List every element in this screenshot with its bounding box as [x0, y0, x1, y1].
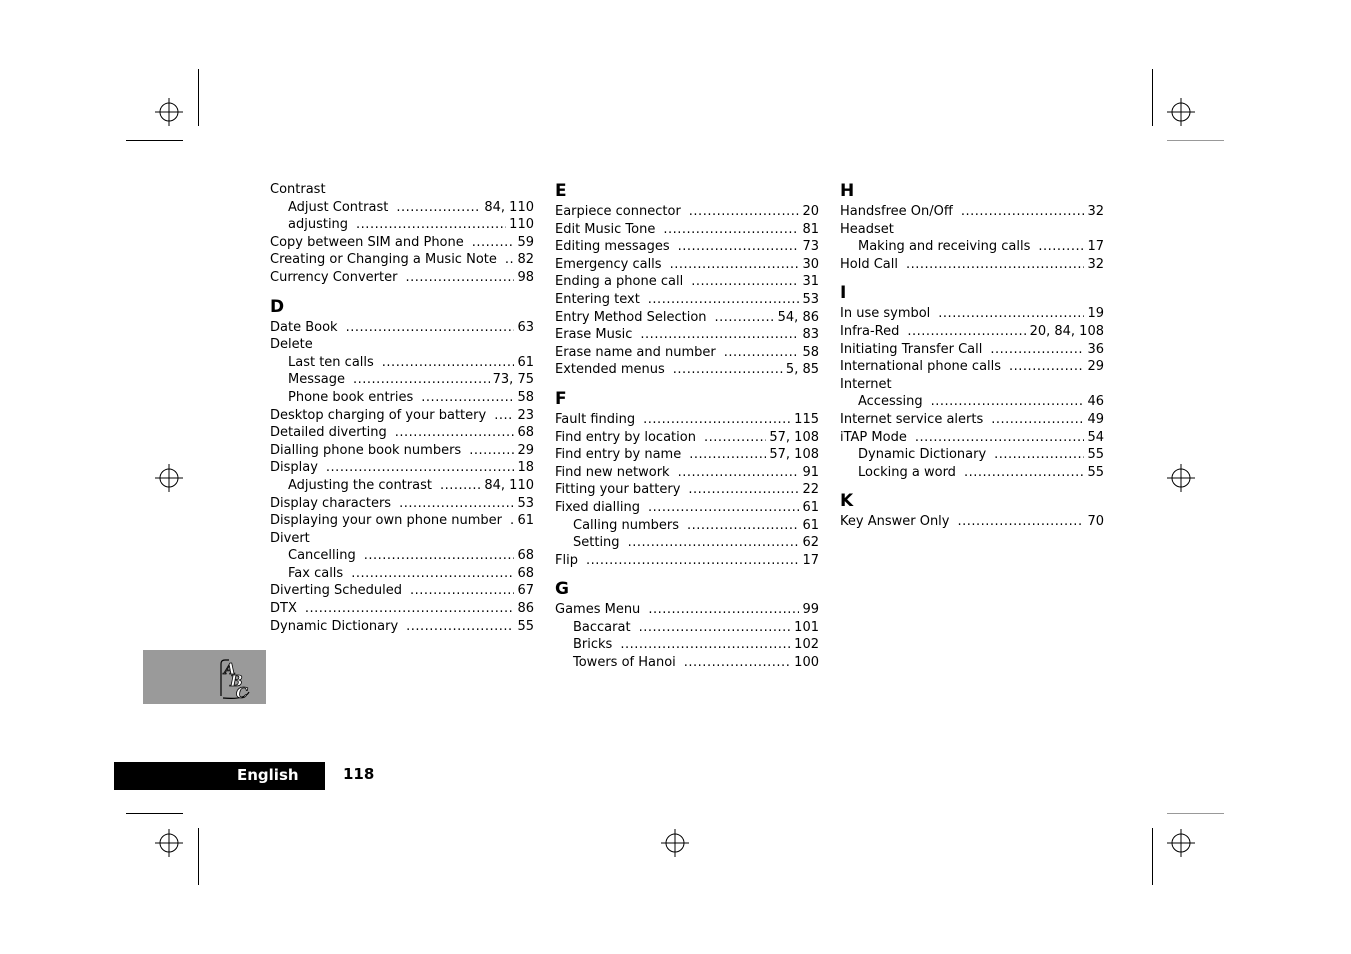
entry-text: Entry Method Selection [555, 309, 707, 325]
entry-page-numbers: 68 [517, 425, 534, 441]
entry-text: Extended menus [555, 362, 665, 378]
entry-page-numbers: 57, 108 [769, 429, 819, 445]
entry-page-numbers: 53 [517, 495, 534, 511]
leader-dots [990, 341, 1084, 359]
entry-page-numbers: 59 [517, 234, 534, 250]
leader-dots [628, 534, 800, 552]
leader-dots [586, 552, 800, 570]
leader-dots [510, 512, 514, 530]
leader-dots [1009, 358, 1084, 376]
leader-dots [704, 429, 766, 447]
entry-page-numbers: 98 [517, 269, 534, 285]
index-subentry [270, 565, 534, 583]
entry-page-numbers: 55 [1087, 447, 1104, 463]
entry-text: DTX [270, 601, 297, 617]
index-entry [840, 358, 1104, 376]
leader-dots [678, 238, 800, 256]
index-entry [840, 221, 1104, 239]
entry-text: Find entry by name [555, 447, 682, 463]
leader-dots [670, 256, 800, 274]
entry-page-numbers: 36 [1087, 341, 1104, 357]
registration-mark-icon [155, 829, 183, 857]
crop-line [126, 140, 183, 141]
entry-page-numbers: 18 [517, 460, 534, 476]
entry-text: Edit Music Tone [555, 221, 656, 237]
leader-dots [382, 354, 515, 372]
index-subentry [840, 393, 1104, 411]
index-column-2 [555, 181, 819, 672]
entry-text: Setting [573, 535, 620, 551]
entry-text: Editing messages [555, 239, 670, 255]
entry-page-numbers: 67 [517, 583, 534, 599]
crop-line [1167, 813, 1224, 814]
abc-index-icon [215, 656, 255, 700]
index-entry [270, 407, 534, 425]
index-letter-heading: D [270, 296, 285, 317]
language-bar [114, 762, 325, 790]
index-entry [840, 256, 1104, 274]
index-entry [555, 429, 819, 447]
entry-text: Internet service alerts [840, 411, 984, 427]
index-letter-heading: G [555, 579, 569, 600]
entry-text: Key Answer Only [840, 514, 950, 530]
index-entry [555, 464, 819, 482]
leader-dots [938, 305, 1084, 323]
entry-page-numbers: 86 [517, 601, 534, 617]
entry-page-numbers: 70 [1087, 514, 1104, 530]
entry-text: Divert [270, 530, 310, 546]
leader-dots [505, 251, 515, 269]
index-entry [840, 411, 1104, 429]
leader-dots [469, 442, 514, 460]
leader-dots [648, 499, 799, 517]
entry-page-numbers: 84, 110 [484, 477, 534, 493]
entry-page-numbers: 84, 110 [484, 199, 534, 215]
index-entry [555, 499, 819, 517]
index-entry [555, 273, 819, 291]
index-entry [270, 181, 534, 199]
registration-mark-icon [155, 98, 183, 126]
index-entry [270, 269, 534, 287]
index-subentry [555, 619, 819, 637]
leader-dots [648, 601, 799, 619]
entry-text: Display [270, 460, 318, 476]
leader-dots [964, 464, 1085, 482]
leader-dots [421, 389, 514, 407]
leader-dots [907, 323, 1026, 341]
abc-letter: B [230, 672, 243, 690]
entry-text: Desktop charging of your battery [270, 407, 487, 423]
entry-page-numbers: 61 [802, 517, 819, 533]
entry-text: Dialling phone book numbers [270, 442, 462, 458]
entry-text: Copy between SIM and Phone [270, 234, 464, 250]
entry-text: Internet [840, 376, 892, 392]
entry-text: adjusting [288, 217, 349, 233]
entry-page-numbers: 54, 86 [777, 309, 819, 325]
index-entry [270, 495, 534, 513]
leader-dots [687, 517, 799, 535]
leader-dots [715, 309, 775, 327]
leader-dots [691, 273, 799, 291]
leader-dots [494, 407, 514, 425]
registration-mark-icon [155, 464, 183, 492]
index-entry [270, 251, 534, 269]
registration-mark-icon [661, 829, 689, 857]
entry-page-numbers: 82 [517, 252, 534, 268]
entry-page-numbers: 63 [517, 319, 534, 335]
index-entry [270, 319, 534, 337]
abc-letter: A [224, 660, 236, 678]
entry-page-numbers: 29 [1087, 359, 1104, 375]
crop-line [126, 813, 183, 814]
entry-text: In use symbol [840, 306, 931, 322]
entry-text: Phone book entries [288, 389, 414, 405]
entry-page-numbers: 23 [517, 407, 534, 423]
index-entry [555, 291, 819, 309]
entry-page-numbers: 68 [517, 548, 534, 564]
leader-dots [663, 221, 799, 239]
index-entry [840, 513, 1104, 531]
entry-page-numbers: 81 [802, 221, 819, 237]
leader-dots [305, 600, 515, 618]
index-entry [270, 512, 534, 530]
entry-text: Last ten calls [288, 354, 374, 370]
entry-text: Infra-Red [840, 323, 900, 339]
index-entry [555, 361, 819, 379]
leader-dots [356, 216, 506, 234]
index-entry [555, 326, 819, 344]
entry-text: Towers of Hanoi [573, 655, 676, 671]
index-subentry [555, 636, 819, 654]
index-subentry [270, 389, 534, 407]
crop-line [1167, 140, 1224, 141]
entry-text: Games Menu [555, 602, 641, 618]
leader-dots [688, 481, 799, 499]
index-entry [840, 305, 1104, 323]
page-number: 118 [343, 765, 375, 783]
entry-text: Currency Converter [270, 269, 398, 285]
index-subentry [555, 534, 819, 552]
registration-mark-icon [1167, 98, 1195, 126]
entry-page-numbers: 19 [1087, 306, 1104, 322]
entry-text: iTAP Mode [840, 429, 907, 445]
entry-text: Date Book [270, 319, 338, 335]
entry-page-numbers: 20 [802, 204, 819, 219]
index-entry [555, 446, 819, 464]
entry-page-numbers: 61 [517, 513, 534, 529]
leader-dots [640, 326, 799, 344]
entry-page-numbers: 30 [802, 256, 819, 272]
entry-page-numbers: 57, 108 [769, 447, 819, 463]
entry-page-numbers: 73 [802, 239, 819, 255]
leader-dots [406, 618, 514, 636]
leader-dots [648, 291, 800, 309]
entry-page-numbers: 115 [794, 411, 819, 427]
leader-dots [1038, 238, 1084, 256]
entry-page-numbers: 5, 85 [785, 362, 819, 378]
index-subentry [555, 517, 819, 535]
index-entry [555, 552, 819, 570]
entry-page-numbers: 99 [802, 602, 819, 618]
registration-mark-icon [1167, 829, 1195, 857]
index-entry [555, 601, 819, 619]
entry-text: Dynamic Dictionary [270, 618, 399, 634]
entry-text: Detailed diverting [270, 425, 387, 441]
entry-page-numbers: 61 [802, 499, 819, 515]
entry-text: Delete [270, 337, 313, 353]
entry-page-numbers: 32 [1087, 204, 1104, 219]
index-column-1 [270, 181, 534, 635]
entry-text: Contrast [270, 182, 326, 197]
leader-dots [326, 459, 515, 477]
leader-dots [351, 565, 514, 583]
index-subentry [270, 477, 534, 495]
index-entry [555, 411, 819, 429]
leader-dots [346, 319, 515, 337]
entry-text: Adjust Contrast [288, 199, 389, 215]
leader-dots [724, 344, 800, 362]
entry-text: Making and receiving calls [858, 239, 1031, 255]
entry-text: Find new network [555, 464, 670, 480]
entry-text: Flip [555, 552, 578, 568]
entry-text: Adjusting the contrast [288, 477, 432, 493]
abc-letter: C [236, 684, 248, 700]
registration-mark-icon [1167, 464, 1195, 492]
index-entry [270, 234, 534, 252]
entry-text: Handsfree On/Off [840, 204, 953, 219]
index-entry [270, 618, 534, 636]
index-letter-heading: I [840, 283, 847, 304]
crop-line [1152, 69, 1153, 126]
entry-text: Initiating Transfer Call [840, 341, 983, 357]
entry-text: Message [288, 372, 345, 388]
entry-text: Calling numbers [573, 517, 680, 533]
leader-dots [673, 361, 783, 379]
index-entry [555, 221, 819, 239]
leader-dots [396, 199, 481, 217]
index-entry [840, 376, 1104, 394]
index-entry [555, 238, 819, 256]
entry-page-numbers: 46 [1087, 394, 1104, 410]
leader-dots [958, 513, 1085, 531]
leader-dots [991, 411, 1084, 429]
index-entry [270, 424, 534, 442]
leader-dots [906, 256, 1084, 274]
entry-text: Dynamic Dictionary [858, 447, 987, 463]
leader-dots [620, 636, 791, 654]
entry-page-numbers: 110 [509, 217, 534, 233]
leader-dots [689, 203, 800, 221]
index-entry [270, 336, 534, 354]
index-letter-heading: K [840, 491, 854, 512]
crop-line [198, 69, 199, 126]
crop-line [1152, 828, 1153, 885]
index-subentry [840, 238, 1104, 256]
entry-text: Entering text [555, 291, 640, 307]
entry-page-numbers: 17 [1087, 239, 1104, 255]
leader-dots [639, 619, 792, 637]
index-entry [555, 309, 819, 327]
index-entry [270, 459, 534, 477]
entry-page-numbers: 54 [1087, 429, 1104, 445]
entry-page-numbers: 101 [794, 619, 819, 635]
entry-page-numbers: 100 [794, 655, 819, 671]
leader-dots [961, 203, 1085, 221]
entry-text: International phone calls [840, 359, 1002, 375]
entry-page-numbers: 83 [802, 327, 819, 343]
leader-dots [405, 269, 514, 287]
leader-dots [399, 495, 514, 513]
entry-text: Locking a word [858, 464, 956, 480]
index-entry [270, 600, 534, 618]
entry-page-numbers: 29 [517, 442, 534, 458]
entry-text: Headset [840, 221, 894, 237]
entry-page-numbers: 73, 75 [492, 372, 534, 388]
entry-text: Baccarat [573, 619, 631, 635]
index-entry [555, 203, 819, 221]
index-column-3 [840, 181, 1104, 531]
leader-dots [994, 446, 1084, 464]
index-entry [840, 203, 1104, 221]
index-entry [555, 481, 819, 499]
language-label: English [237, 766, 299, 784]
entry-text: Displaying your own phone number [270, 513, 503, 529]
index-entry [270, 530, 534, 548]
entry-page-numbers: 32 [1087, 256, 1104, 272]
entry-text: Find entry by location [555, 429, 696, 445]
leader-dots [395, 424, 515, 442]
index-entry [840, 323, 1104, 341]
leader-dots [689, 446, 766, 464]
entry-page-numbers: 31 [802, 274, 819, 290]
entry-page-numbers: 68 [517, 565, 534, 581]
index-subentry [270, 547, 534, 565]
entry-text: Fixed dialling [555, 499, 640, 515]
leader-dots [364, 547, 515, 565]
entry-text: Fax calls [288, 565, 344, 581]
leader-dots [678, 464, 800, 482]
leader-dots [915, 429, 1085, 447]
entry-page-numbers: 20, 84, 108 [1029, 323, 1104, 339]
entry-page-numbers: 17 [802, 552, 819, 568]
index-entry [555, 344, 819, 362]
index-subentry [270, 354, 534, 372]
index-entry [270, 442, 534, 460]
index-letter-heading: E [555, 181, 567, 201]
index-side-tab [143, 650, 266, 704]
entry-text: Hold Call [840, 256, 898, 272]
index-subentry [270, 216, 534, 234]
entry-page-numbers: 55 [1087, 464, 1104, 480]
index-subentry [270, 199, 534, 217]
entry-text: Accessing [858, 394, 923, 410]
entry-page-numbers: 91 [802, 464, 819, 480]
entry-text: Fault finding [555, 411, 636, 427]
index-entry [840, 429, 1104, 447]
index-subentry [555, 654, 819, 672]
index-entry [840, 341, 1104, 359]
entry-page-numbers: 53 [802, 291, 819, 307]
entry-page-numbers: 58 [517, 389, 534, 405]
leader-dots [410, 582, 514, 600]
entry-text: Display characters [270, 495, 392, 511]
index-entry [270, 582, 534, 600]
index-letter-heading: F [555, 388, 567, 409]
index-subentry [840, 446, 1104, 464]
entry-text: Erase Music [555, 327, 633, 343]
leader-dots [643, 411, 791, 429]
index-entry [555, 256, 819, 274]
entry-page-numbers: 22 [802, 482, 819, 498]
leader-dots [440, 477, 481, 495]
entry-page-numbers: 61 [517, 354, 534, 370]
entry-page-numbers: 49 [1087, 411, 1104, 427]
entry-text: Creating or Changing a Music Note [270, 252, 497, 268]
leader-dots [684, 654, 791, 672]
entry-text: Diverting Scheduled [270, 583, 402, 599]
entry-text: Cancelling [288, 548, 356, 564]
entry-text: Earpiece connector [555, 204, 681, 219]
entry-text: Fitting your battery [555, 482, 681, 498]
index-letter-heading: H [840, 181, 855, 201]
entry-text: Bricks [573, 637, 613, 653]
leader-dots [931, 393, 1085, 411]
index-subentry [270, 371, 534, 389]
leader-dots [353, 371, 490, 389]
crop-line [198, 828, 199, 885]
entry-page-numbers: 55 [517, 618, 534, 634]
entry-text: Erase name and number [555, 344, 716, 360]
entry-page-numbers: 58 [802, 344, 819, 360]
entry-text: Emergency calls [555, 256, 662, 272]
leader-dots [472, 234, 515, 252]
entry-page-numbers: 102 [794, 637, 819, 653]
entry-text: Ending a phone call [555, 274, 684, 290]
index-subentry [840, 464, 1104, 482]
entry-page-numbers: 62 [802, 535, 819, 551]
